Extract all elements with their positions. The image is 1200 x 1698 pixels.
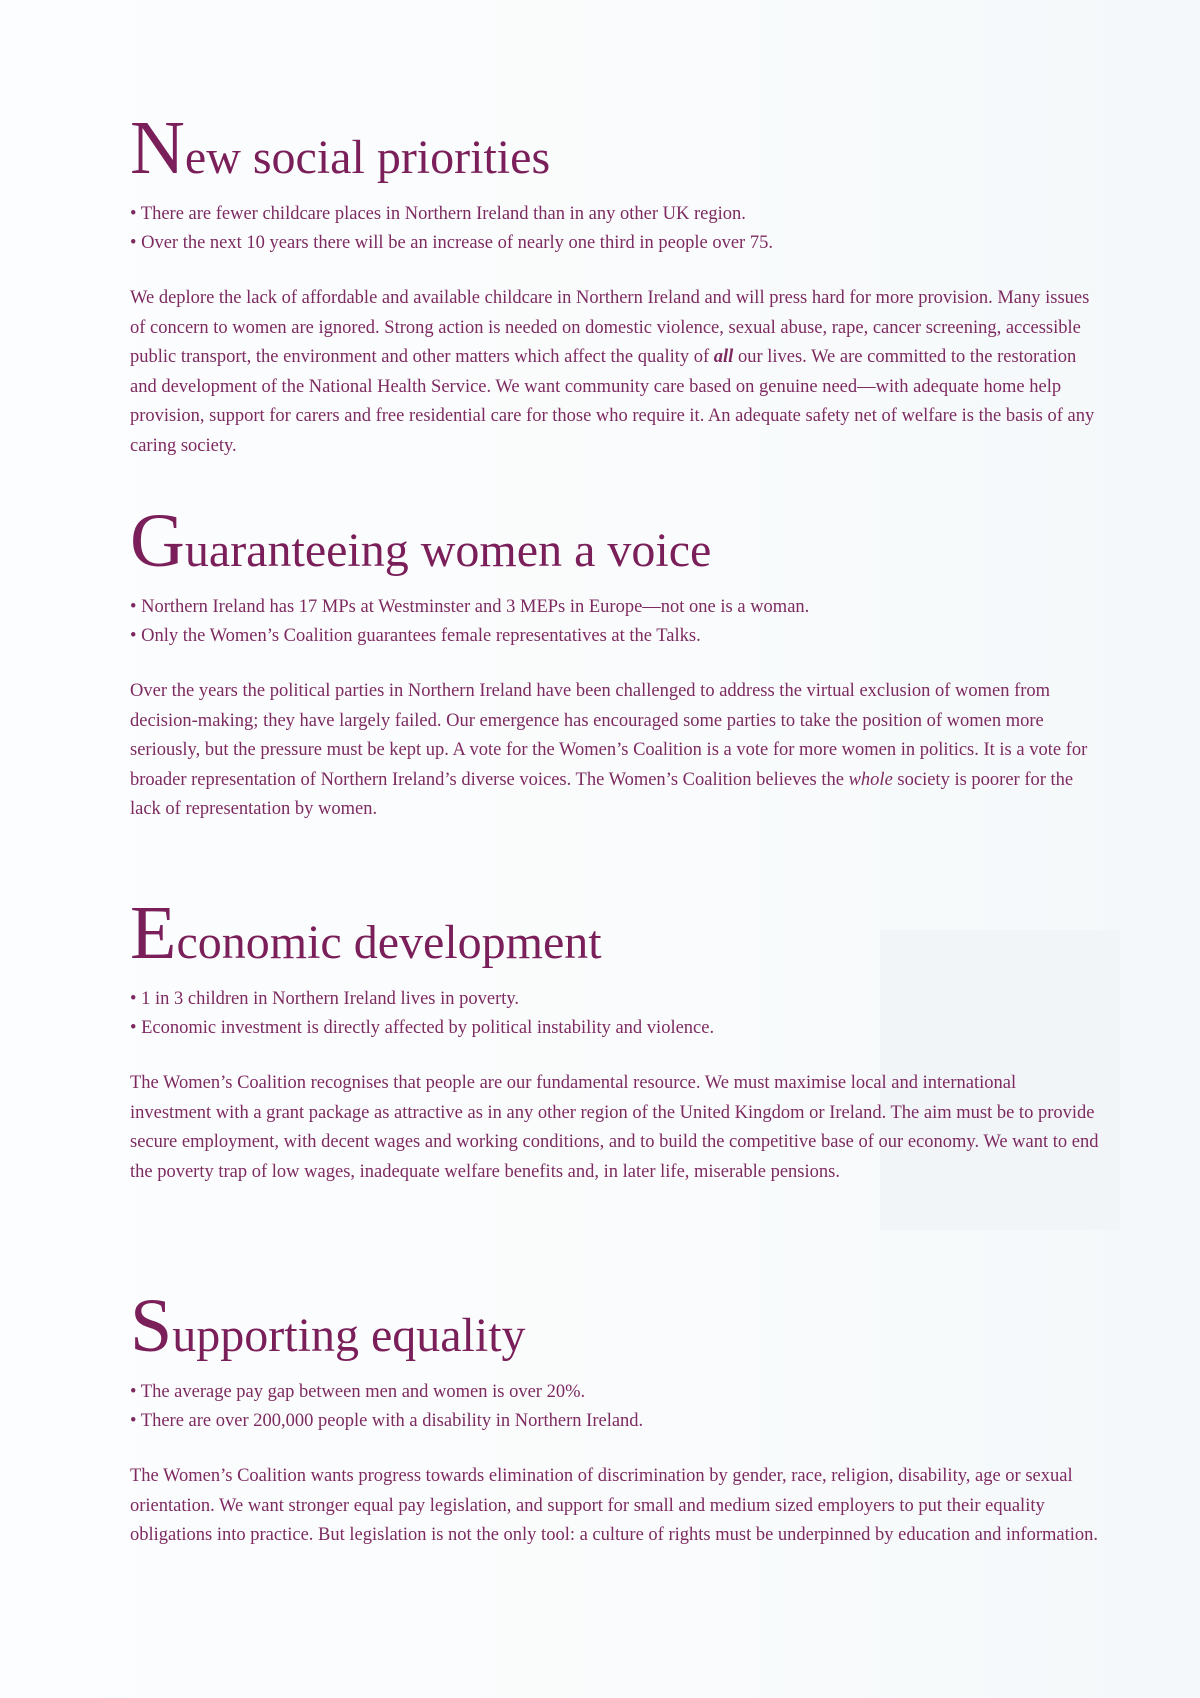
paragraph-text: The Women’s Coalition wants progress towards elimination of discrimination by gender, race, religion, disability, age or sexual orientation. We want stronger equal pay legislation, and support for small and medium sized employers to put their equality obligations into practice. But legislation is not the only tool: a culture of rights must be underpinned by education and information. (130, 1466, 1098, 1545)
bullet-item: • 1 in 3 children in Northern Ireland lives in poverty. (130, 989, 520, 1009)
section-supporting-equality (130, 1284, 1100, 1569)
heading-text: upporting equality (172, 1309, 526, 1362)
section-new-social-priorities (130, 106, 1100, 480)
paragraph-text: We deplore the lack of affordable and available childcare in Northern Ireland and will press hard for more provision. Many issues of concern to women are ignored. Strong action is needed on domestic violence, sexual abuse, rape, cancer screening, accessible public transport, the environment and other matters which affect the quality of (130, 288, 1090, 367)
section-heading (130, 499, 1100, 583)
bullet-list (130, 1378, 1100, 1436)
bullet-list (130, 200, 1100, 258)
bullet-item: • Only the Women’s Coalition guarantees female representatives at the Talks. (130, 626, 701, 646)
paragraph-text: society is poorer for the lack of representation by women. (130, 769, 1074, 819)
heading-initial: E (130, 891, 177, 975)
heading-text: conomic development (176, 916, 602, 969)
body-paragraph (130, 284, 1100, 461)
bullet-item: • The average pay gap between men and women is over 20%. (130, 1382, 586, 1402)
body-paragraph (130, 677, 1100, 825)
emphasis-text: all (713, 347, 734, 367)
paragraph-text: Over the years the political parties in Northern Ireland have been challenged to address the virtual exclusion of women from decision-making; they have largely failed. Our emergence has encouraged some parties to take the position of women more seriously, but the pressure must be kept up. A vote for the Women’s Coalition is a vote for more women in politics. It is a vote for broader representation of Northern Ireland’s diverse voices. The Women’s Coalition believes the (130, 681, 1088, 790)
section-heading (130, 1284, 1100, 1368)
bullet-list (130, 593, 1100, 651)
heading-initial: S (130, 1284, 173, 1368)
heading-initial: N (130, 106, 185, 190)
section-economic-development (130, 891, 1100, 1206)
bullet-item: • Economic investment is directly affected by political instability and violence. (130, 1018, 715, 1038)
paragraph-text: The Women’s Coalition recognises that people are our fundamental resource. We must maximise local and international investment with a grant package as attractive as in any other region of the United Kingdom or Ireland. The aim must be to provide secure employment, with decent wages and working conditions, and to build the competitive base of our economy. We want to end the poverty trap of low wages, inadequate welfare benefits and, in later life, miserable pensions. (130, 1073, 1099, 1182)
body-paragraph (130, 1069, 1100, 1187)
body-paragraph (130, 1462, 1100, 1551)
section-heading (130, 891, 1100, 975)
bullet-item: • Over the next 10 years there will be an increase of nearly one third in people over 75. (130, 233, 773, 253)
heading-text: uaranteeing women a voice (184, 524, 712, 577)
emphasis-text: whole (848, 769, 893, 790)
heading-initial: G (130, 499, 185, 583)
bullet-list (130, 985, 1100, 1043)
paragraph-text: our lives. We are committed to the restoration and development of the National Health Service. We want community care based on genuine need—with adequate home help provision, support for carers and free residential care for those who require it. An adequate safety net of welfare is the basis of any caring society. (130, 347, 1095, 456)
section-guaranteeing-women-a-voice (130, 499, 1100, 843)
bullet-item: • Northern Ireland has 17 MPs at Westminster and 3 MEPs in Europe—not one is a woman. (130, 597, 810, 617)
section-heading (130, 106, 1100, 190)
bullet-item: • There are fewer childcare places in Northern Ireland than in any other UK region. (130, 204, 746, 224)
bullet-item: • There are over 200,000 people with a disability in Northern Ireland. (130, 1411, 644, 1431)
heading-text: ew social priorities (184, 131, 551, 184)
